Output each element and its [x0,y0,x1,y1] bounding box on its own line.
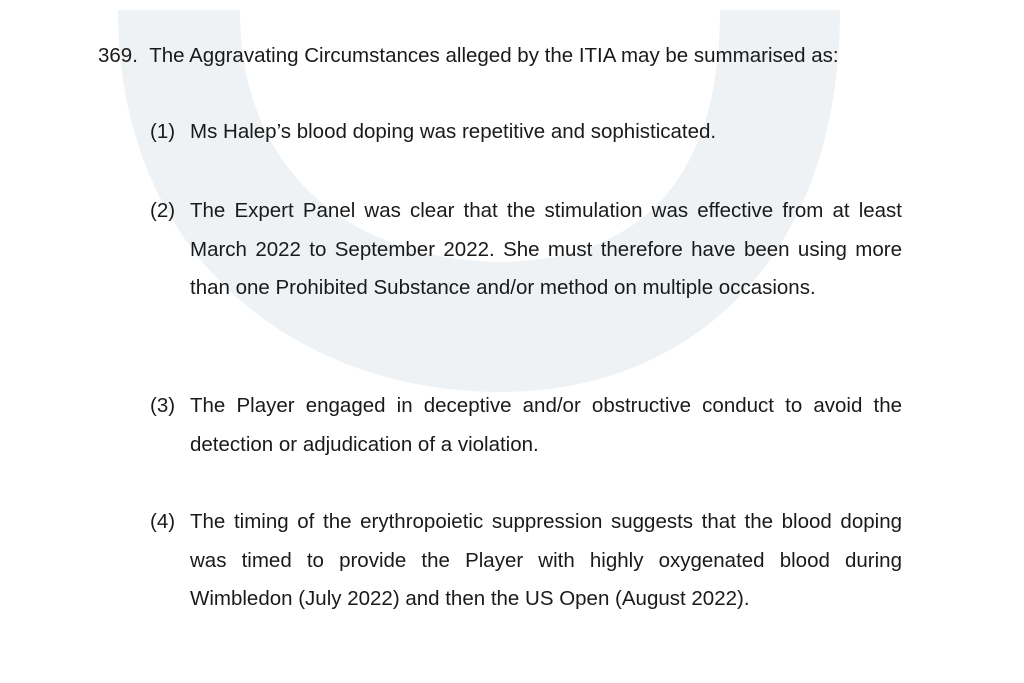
list-item-text: Ms Halep’s blood doping was repetitive and sophisticated. [190,120,717,143]
list-item-text: The Expert Panel was clear that the stimulation was effective from at least March 2022 to September 2022. She must therefore have been using more than one Prohibited Substance and/or method on multiple occasions. [190,199,902,299]
list-item-number: (3) [150,394,176,417]
list-item [150,192,902,308]
list-item-number: (4) [150,510,176,533]
paragraph-heading [98,42,839,70]
list-item-text: The timing of the erythropoietic suppression suggests that the blood doping was timed to provide the Player with highly oxygenated blood during Wimbledon (July 2022) and then the US Open (August 2022). [190,510,902,610]
list-item [150,387,902,464]
list-item-number: (2) [150,199,176,222]
paragraph-text: The Aggravating Circumstances alleged by the ITIA may be summarised as: [149,44,839,67]
list-item [150,113,902,152]
list-item [150,503,902,619]
list-item-text: The Player engaged in deceptive and/or obstructive conduct to avoid the detection or adjudication of a violation. [190,394,902,456]
list-item-number: (1) [150,120,176,143]
paragraph-number: 369. [98,44,138,67]
